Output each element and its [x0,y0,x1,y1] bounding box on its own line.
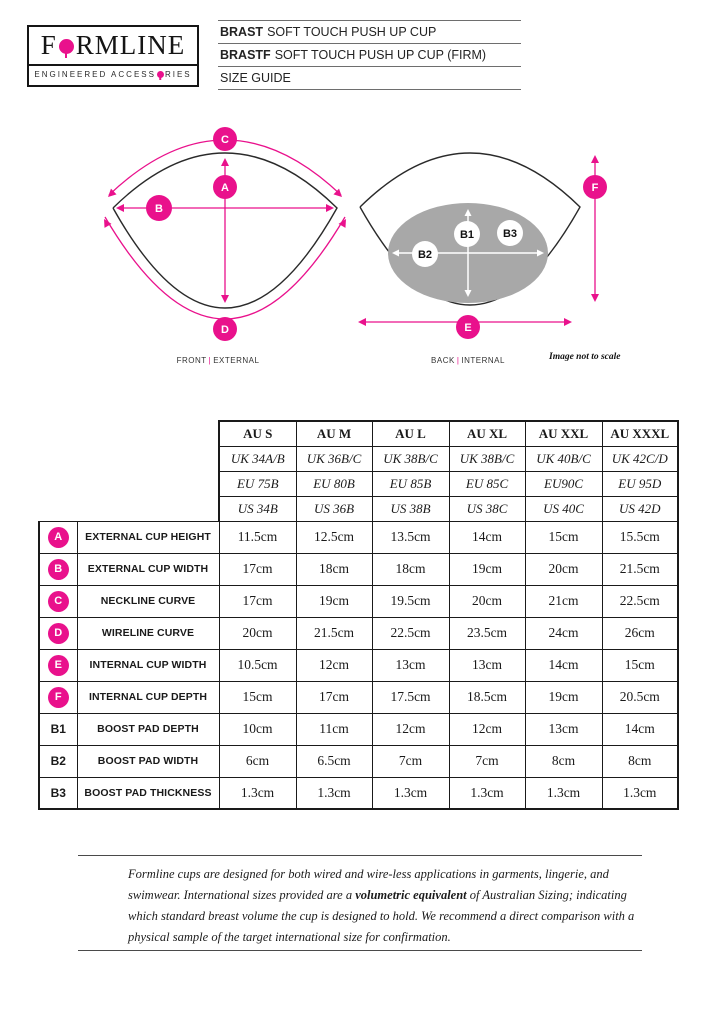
header-spacer [39,446,219,471]
back-internal-diagram [350,125,620,345]
arrowhead-icon [116,204,124,212]
measure-value-B-0: 17cm [219,553,296,585]
product-title-brast [218,21,521,44]
measure-value-C-4: 21cm [525,585,602,617]
measure-label-F: INTERNAL CUP DEPTH [77,681,219,713]
measurement-row-B1 [39,713,678,745]
measurement-row-E [39,649,678,681]
logo-word-prefix: F [40,30,57,60]
measure-value-F-1: 17cm [296,681,372,713]
measurement-row-C [39,585,678,617]
product-code: BRAST [220,25,264,39]
measure-badge-F: F [48,687,69,708]
measurement-row-B3 [39,777,678,809]
measure-value-B3-3: 1.3cm [449,777,525,809]
arrowhead-icon [221,158,229,166]
product-titles [218,20,521,90]
measure-value-B2-0: 6cm [219,745,296,777]
measure-value-C-5: 22.5cm [602,585,678,617]
measure-value-B3-2: 1.3cm [372,777,449,809]
measure-key-cell-C [39,585,77,617]
measure-value-D-0: 20cm [219,617,296,649]
measure-value-A-0: 11.5cm [219,521,296,553]
label-b1: B1 [459,229,475,241]
measure-value-E-1: 12cm [296,649,372,681]
logo-word-suffix: RMLINE [75,30,186,60]
label-c: C [221,134,229,146]
label-e: E [464,322,472,334]
size-cell-uk-1: UK 36B/C [296,446,372,471]
logo-wordmark [29,27,197,64]
front-external-diagram [95,125,360,345]
footer-rule-bottom [78,950,642,951]
size-table [38,420,679,810]
measure-value-B3-1: 1.3cm [296,777,372,809]
measure-value-E-4: 14cm [525,649,602,681]
product-code: BRASTF [220,48,271,62]
measure-value-A-2: 13.5cm [372,521,449,553]
size-cell-au-3: AU XL [449,421,525,446]
measure-label-B2: BOOST PAD WIDTH [77,745,219,777]
sizing-disclaimer [128,864,636,948]
size-cell-au-2: AU L [372,421,449,446]
measure-value-B-1: 18cm [296,553,372,585]
measure-label-A: EXTERNAL CUP HEIGHT [77,521,219,553]
measure-value-F-0: 15cm [219,681,296,713]
measure-value-B2-4: 8cm [525,745,602,777]
measure-value-B1-4: 13cm [525,713,602,745]
measure-value-B-2: 18cm [372,553,449,585]
tagline-prefix: ENGINEERED ACCESS [34,70,156,79]
size-cell-eu-3: EU 85C [449,471,525,496]
measure-value-B1-5: 14cm [602,713,678,745]
intl-size-row-uk [39,446,678,471]
measure-value-D-4: 24cm [525,617,602,649]
measure-label-C: NECKLINE CURVE [77,585,219,617]
label-a: A [221,182,229,194]
measure-value-D-1: 21.5cm [296,617,372,649]
measure-label-D: WIRELINE CURVE [77,617,219,649]
arrowhead-icon [358,318,366,326]
caption-separator: | [208,356,212,365]
intl-size-row-au [39,421,678,446]
measure-key-cell-F [39,681,77,713]
size-cell-us-0: US 34B [219,496,296,521]
header-spacer [39,421,219,446]
measure-value-C-2: 19.5cm [372,585,449,617]
measure-value-F-5: 20.5cm [602,681,678,713]
back-caption: BACK | INTERNAL [431,356,505,365]
measure-value-B2-2: 7cm [372,745,449,777]
measure-value-E-5: 15cm [602,649,678,681]
measurement-row-F [39,681,678,713]
intl-size-row-eu [39,471,678,496]
measure-badge-E: E [48,655,69,676]
arrowhead-icon [326,204,334,212]
measure-value-B2-3: 7cm [449,745,525,777]
measure-key-cell-D [39,617,77,649]
measure-value-C-0: 17cm [219,585,296,617]
disclaimer-bold-text: volumetric equivalent [355,888,467,902]
size-cell-au-1: AU M [296,421,372,446]
measure-value-B1-3: 12cm [449,713,525,745]
header-spacer [39,496,219,521]
label-d: D [221,324,229,336]
size-cell-uk-0: UK 34A/B [219,446,296,471]
measure-badge-D: D [48,623,69,644]
size-cell-uk-4: UK 40B/C [525,446,602,471]
label-b2: B2 [417,249,433,261]
measure-value-C-1: 19cm [296,585,372,617]
arrowhead-icon [564,318,572,326]
measurement-row-D [39,617,678,649]
product-name: SOFT TOUCH PUSH UP CUP (FIRM) [274,48,487,62]
measurement-row-A [39,521,678,553]
measure-key-cell-A [39,521,77,553]
measure-label-B3: BOOST PAD THICKNESS [77,777,219,809]
measure-key-cell-B3: B3 [39,777,77,809]
measure-label-B: EXTERNAL CUP WIDTH [77,553,219,585]
tagline-o-pin-icon [157,71,164,78]
measurement-row-B [39,553,678,585]
size-cell-au-0: AU S [219,421,296,446]
measure-value-E-0: 10.5cm [219,649,296,681]
front-caption: FRONT | EXTERNAL [176,356,260,365]
measure-badge-B: B [48,559,69,580]
label-f: F [591,182,599,194]
measure-value-B3-0: 1.3cm [219,777,296,809]
logo-o-pin-icon [59,39,74,54]
measure-value-F-3: 18.5cm [449,681,525,713]
size-cell-us-5: US 42D [602,496,678,521]
measure-badge-C: C [48,591,69,612]
measure-value-A-4: 15cm [525,521,602,553]
logo-tagline [29,66,197,83]
measure-value-B3-5: 1.3cm [602,777,678,809]
measure-label-B1: BOOST PAD DEPTH [77,713,219,745]
measure-badge-A: A [48,527,69,548]
header-spacer [39,471,219,496]
intl-size-row-us [39,496,678,521]
formline-logo [27,25,199,87]
size-cell-uk-5: UK 42C/D [602,446,678,471]
size-guide-heading: SIZE GUIDE [218,67,521,90]
measure-key-cell-B [39,553,77,585]
measure-key-cell-E [39,649,77,681]
tagline-suffix: RIES [164,70,192,79]
measure-value-A-5: 15.5cm [602,521,678,553]
caption-separator: | [456,356,460,365]
measure-value-B-4: 20cm [525,553,602,585]
arrowhead-icon [591,155,599,163]
measure-value-B3-4: 1.3cm [525,777,602,809]
product-name: SOFT TOUCH PUSH UP CUP [267,25,437,39]
label-b: B [155,203,163,215]
image-not-to-scale-note: Image not to scale [549,352,621,362]
arrowhead-icon [221,295,229,303]
measure-value-B1-2: 12cm [372,713,449,745]
size-cell-us-2: US 38B [372,496,449,521]
product-title-brastf [218,44,521,67]
measure-value-D-5: 26cm [602,617,678,649]
measure-key-cell-B1: B1 [39,713,77,745]
size-cell-uk-3: UK 38B/C [449,446,525,471]
measure-value-F-4: 19cm [525,681,602,713]
measure-value-E-2: 13cm [372,649,449,681]
disclaimer-text: Formline cups are designed for both wired and wire-less applications in garments, lingerie, and swimwear. International sizes provided are a [128,867,609,902]
measure-key-cell-B2: B2 [39,745,77,777]
measure-value-B2-5: 8cm [602,745,678,777]
measure-value-B2-1: 6.5cm [296,745,372,777]
footer-rule-top [78,855,642,856]
size-cell-eu-5: EU 95D [602,471,678,496]
measure-value-B-3: 19cm [449,553,525,585]
size-cell-us-4: US 40C [525,496,602,521]
measure-value-B1-0: 10cm [219,713,296,745]
measure-value-B1-1: 11cm [296,713,372,745]
size-cell-au-5: AU XXXL [602,421,678,446]
label-b3: B3 [502,228,518,240]
measure-value-A-3: 14cm [449,521,525,553]
measure-value-F-2: 17.5cm [372,681,449,713]
size-cell-au-4: AU XXL [525,421,602,446]
measure-value-D-2: 22.5cm [372,617,449,649]
measure-value-B-5: 21.5cm [602,553,678,585]
size-cell-eu-2: EU 85B [372,471,449,496]
size-cell-us-3: US 38C [449,496,525,521]
measure-value-A-1: 12.5cm [296,521,372,553]
measurement-row-B2 [39,745,678,777]
size-cell-eu-4: EU90C [525,471,602,496]
measure-value-E-3: 13cm [449,649,525,681]
measure-value-C-3: 20cm [449,585,525,617]
size-cell-eu-1: EU 80B [296,471,372,496]
size-cell-us-1: US 36B [296,496,372,521]
size-cell-uk-2: UK 38B/C [372,446,449,471]
measure-value-D-3: 23.5cm [449,617,525,649]
disclaimer-text: of Australian Sizing; indicating which standard breast volume the cup is designed to hold. We recommend a direct comparison with a physical sample of the target international size for confirmation. [128,888,635,944]
size-cell-eu-0: EU 75B [219,471,296,496]
arrowhead-icon [591,294,599,302]
measure-label-E: INTERNAL CUP WIDTH [77,649,219,681]
